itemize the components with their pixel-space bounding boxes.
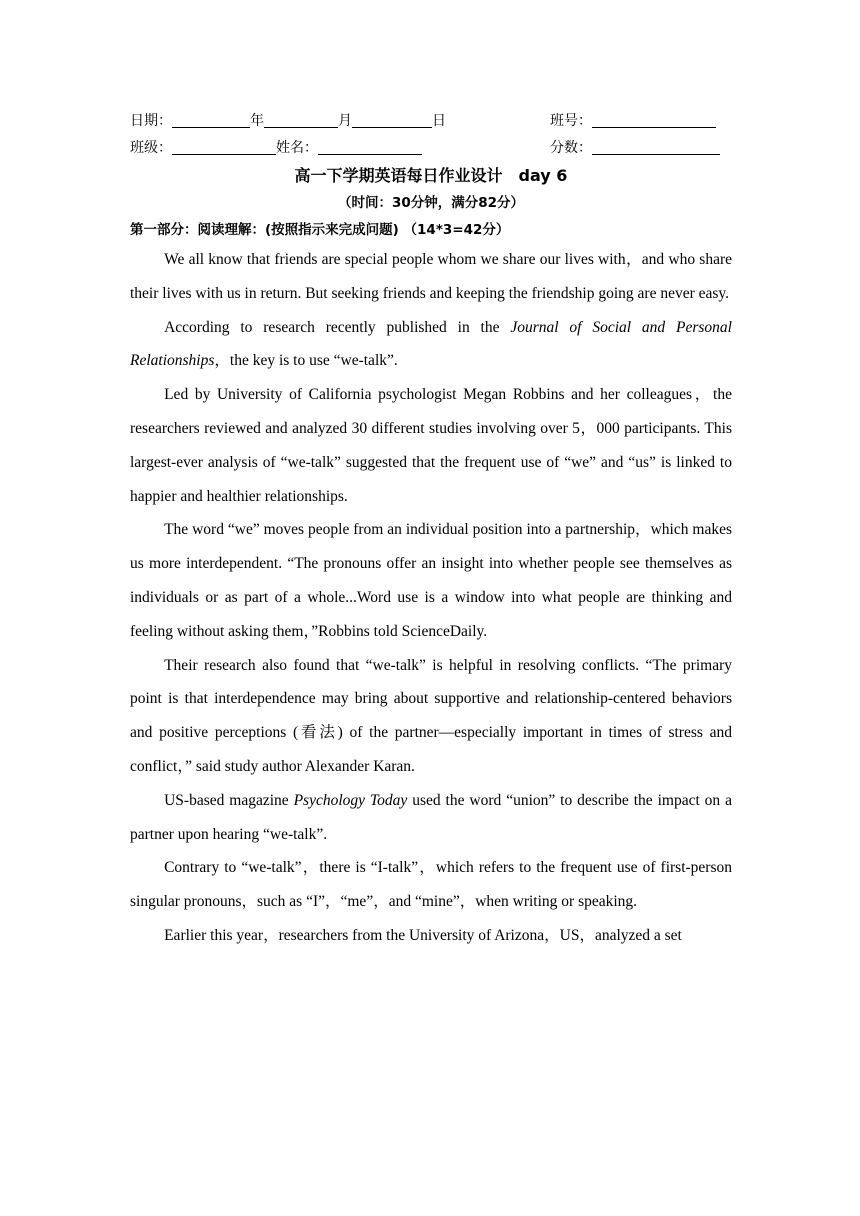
name-blank[interactable] [318, 139, 422, 155]
score-field [550, 135, 720, 162]
passage-paragraph [130, 919, 732, 953]
passage-paragraph [130, 311, 732, 379]
passage-paragraph [130, 649, 732, 784]
magazine-title: Psychology Today [293, 791, 408, 809]
date-month-blank[interactable] [264, 112, 338, 128]
date-year-blank[interactable] [172, 112, 250, 128]
class-blank[interactable] [172, 139, 276, 155]
paragraph-text: Contrary to “we-talk”，there is “I-talk”，which refers to the frequent use of first-person singular pronouns，such as “I”，“me”，and “mine”，when writing or speaking. [130, 859, 732, 911]
banhao-label: 班号： [550, 113, 592, 129]
year-label: 年 [250, 113, 264, 129]
banhao-blank[interactable] [592, 112, 716, 128]
name-field [276, 135, 422, 162]
banhao-field [550, 108, 716, 135]
worksheet-title: 高一下学期英语每日作业设计 day 6 [294, 166, 568, 185]
paragraph-text: Led by University of California psychologist Megan Robbins and her colleagues，the researchers reviewed and analyzed 30 different studies involving over 5，000 participants. This largest-ever analysis of “we-talk” suggested that the frequent use of “we” and “us” is linked to happier and healthier relationships. [130, 386, 732, 505]
month-label: 月 [338, 113, 352, 129]
header-row-2 [130, 135, 732, 162]
paragraph-text: used the word “union” to describe the impact on a partner upon hearing “we-talk”. [130, 791, 732, 843]
class-label: 班级： [130, 140, 172, 156]
paragraph-text: Earlier this year，researchers from the University of Arizona，US，analyzed a set [164, 926, 682, 944]
date-label: 日期： [130, 113, 172, 129]
passage-paragraph [130, 851, 732, 919]
worksheet-subtitle: （时间：30分钟，满分82分） [337, 195, 525, 211]
paragraph-text: ，the key is to use “we-talk”. [214, 352, 398, 370]
date-field [130, 108, 446, 135]
passage-paragraph [130, 243, 732, 311]
day-label: 日 [432, 113, 446, 129]
score-blank[interactable] [592, 139, 720, 155]
worksheet-page [130, 108, 732, 953]
passage-paragraph [130, 513, 732, 648]
journal-title: Journal of Social and Personal Relationships [130, 318, 732, 370]
name-label: 姓名： [276, 140, 318, 156]
score-label: 分数： [550, 140, 592, 156]
paragraph-text: US-based magazine [164, 791, 294, 809]
section-heading: 第一部分：阅读理解：(按照指示来完成问题) （14*3=42分） [130, 222, 510, 238]
paragraph-text: The word “we” moves people from an individual position into a partnership，which makes us more interdependent. “The pronouns offer an insight into whether people see themselves as individuals or as part of a whole...Word use is a window into what people are thinking and feeling without asking them，”Robbins told ScienceDaily. [130, 521, 732, 640]
passage-paragraph [130, 784, 732, 852]
date-day-blank[interactable] [352, 112, 432, 128]
paragraph-text: We all know that friends are special people whom we share our lives with，and who share their lives with us in return. But seeking friends and keeping the friendship going are never easy. [130, 251, 732, 302]
passage-paragraph [130, 378, 732, 513]
class-field [130, 135, 276, 162]
paragraph-text: Their research also found that “we-talk” is helpful in resolving conflicts. “The primary point is that interdependence may bring about supportive and relationship-centered behaviors and positive perceptions (看法) of the partner—especially important in times of stress and conflict，” said study author Alexander Karan. [130, 656, 732, 775]
header-row-1 [130, 108, 732, 135]
paragraph-text: According to research recently published in the [164, 318, 511, 336]
reading-passage [130, 243, 732, 953]
